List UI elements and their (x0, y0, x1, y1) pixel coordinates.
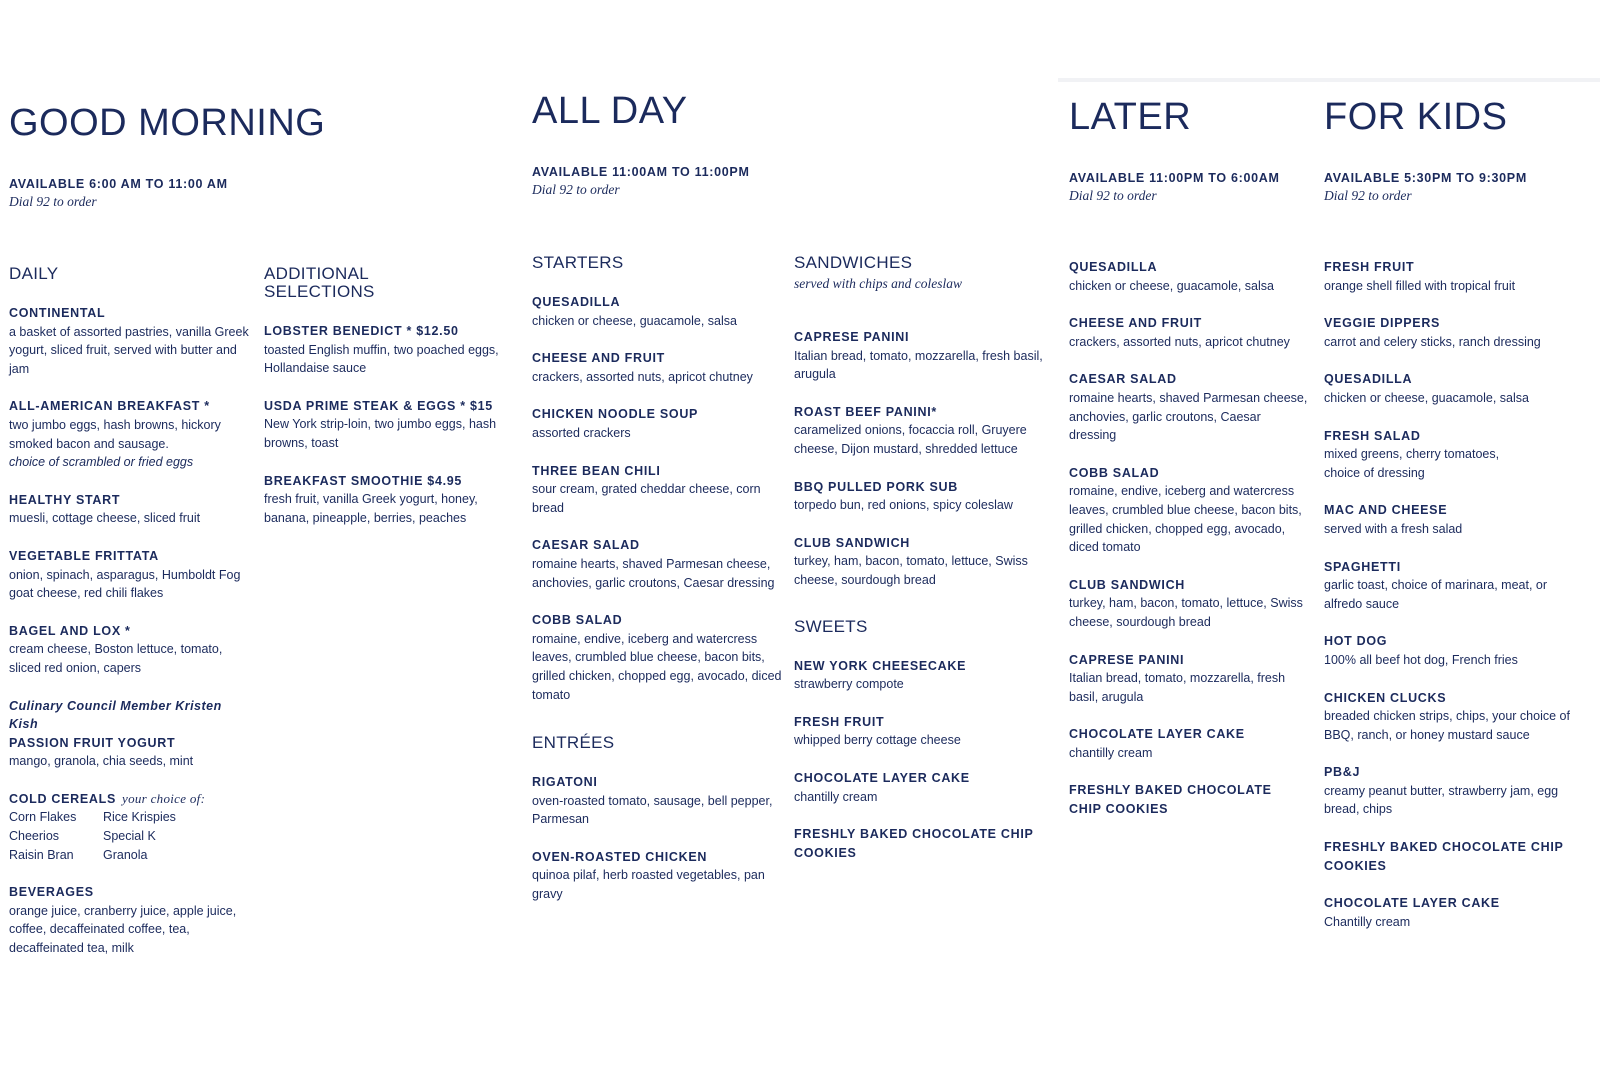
menu-item-desc: New York strip-loin, two jumbo eggs, hash browns, toast (264, 417, 497, 450)
menu-item-desc: turkey, ham, bacon, tomato, lettuce, Swiss cheese, sourdough bread (794, 554, 1028, 587)
menu-item (1324, 258, 1570, 295)
menu-item-desc: mango, granola, chia seeds, mint (9, 754, 194, 769)
all-day-availability: AVAILABLE 11:00AM TO 11:00PM (532, 165, 750, 179)
menu-item-desc: strawberry compote (794, 677, 904, 692)
menu-item (1324, 501, 1570, 538)
menu-item (532, 611, 782, 704)
additional-selections-title: ADDITIONAL SELECTIONS (264, 264, 375, 301)
menu-item-name: LOBSTER BENEDICT * $12.50 (264, 324, 459, 338)
menu-item (1069, 314, 1309, 351)
menu-item-desc: romaine, endive, iceberg and watercress leaves, crumbled blue cheese, bacon bits, grilled chicken, chopped egg, avocado, diced tomato (1069, 484, 1302, 555)
menu-item (1069, 651, 1309, 707)
menu-item-name: ALL-AMERICAN BREAKFAST * (9, 399, 210, 414)
menu-item (1324, 632, 1570, 669)
sandwiches-items (794, 328, 1046, 590)
menu-item-name: CAESAR SALAD (532, 538, 640, 553)
menu-item-note: choice of scrambled or fried eggs (9, 455, 194, 470)
cereal-option: Special K (103, 829, 156, 844)
cereal-option: Corn Flakes (9, 810, 77, 825)
menu-item-desc: romaine, endive, iceberg and watercress leaves, crumbled blue cheese, bacon bits, grilled chicken, chopped egg, avocado, diced tomato (532, 631, 782, 702)
menu-item-desc: toasted English muffin, two poached eggs, Hollandaise sauce (264, 342, 499, 376)
menu-item-desc: chantilly cream (1069, 745, 1153, 760)
menu-item (1069, 464, 1309, 557)
later-header (1069, 98, 1309, 205)
menu-item (794, 478, 1046, 515)
menu-item-desc: creamy peanut butter, strawberry jam, egg bread, chips (1324, 783, 1559, 817)
menu-item-desc: chicken or cheese, guacamole, salsa (1069, 278, 1274, 293)
menu-item (532, 405, 782, 442)
for-kids-title: FOR KIDS (1324, 96, 1508, 138)
menu-item (794, 657, 1046, 694)
menu-item-desc: turkey, ham, bacon, tomato, lettuce, Swiss cheese, sourdough bread (1069, 596, 1303, 629)
cereal-options (9, 808, 254, 864)
menu-item-name: CAPRESE PANINI (1069, 652, 1185, 667)
starters-title: STARTERS (532, 253, 624, 272)
all-day-title: ALL DAY (532, 90, 688, 132)
menu-item (794, 534, 1046, 590)
menu-item-name: FRESH FRUIT (794, 714, 885, 729)
menu-item-name: BAGEL AND LOX * (9, 623, 131, 638)
cereal-option: Cheerios (9, 829, 60, 844)
menu-item-name: HOT DOG (1324, 634, 1388, 649)
menu-item (9, 397, 254, 471)
cereal-option: Raisin Bran (9, 847, 74, 862)
menu-item-name: FRESHLY BAKED CHOCOLATE CHIP COOKIES (1069, 783, 1272, 817)
for-kids-header (1324, 98, 1584, 205)
menu-item (264, 472, 514, 528)
menu-item-desc: fresh fruit, vanilla Greek yogurt, honey, banana, pineapple, berries, peaches (264, 492, 478, 525)
menu-item-name (9, 790, 254, 809)
menu-item-name: USDA PRIME STEAK & EGGS * $15 (264, 398, 493, 413)
menu-item (9, 304, 254, 378)
menu-item (794, 328, 1046, 384)
menu-item (264, 397, 514, 453)
menu-item (1069, 781, 1309, 818)
menu-item (794, 769, 1046, 806)
menu-item-desc: carrot and celery sticks, ranch dressing (1324, 334, 1541, 349)
menu-item (1324, 838, 1570, 875)
menu-item-name: FRESH SALAD (1324, 428, 1421, 443)
menu-item-name: CLUB SANDWICH (794, 535, 911, 550)
menu-item-name: BREAKFAST SMOOTHIE $4.95 (264, 473, 463, 488)
entrees-items (532, 773, 782, 904)
starters-items (532, 293, 782, 704)
good-morning-availability: AVAILABLE 6:00 AM TO 11:00 AM (9, 177, 228, 191)
menu-item-desc: romaine hearts, shaved Parmesan cheese, anchovies, garlic croutons, Caesar dressing (1069, 390, 1308, 443)
menu-item-name: ROAST BEEF PANINI* (794, 404, 937, 419)
menu-item (9, 547, 254, 603)
additional-selections-section (264, 265, 514, 527)
menu-item-desc: Italian bread, tomato, mozzarella, fresh basil, arugula (1069, 671, 1286, 704)
menu-item-name: COBB SALAD (532, 613, 623, 628)
menu-item-name: RIGATONI (532, 775, 598, 790)
good-morning-header (9, 104, 329, 211)
menu-item-name: CAESAR SALAD (1069, 372, 1177, 387)
sandwiches-section (794, 254, 1046, 862)
menu-item-name: COBB SALAD (1069, 465, 1160, 480)
menu-item (794, 713, 1046, 750)
sweets-title: SWEETS (794, 616, 868, 636)
menu-item-desc: chicken or cheese, guacamole, salsa (1324, 390, 1529, 405)
menu-item-desc: mixed greens, cherry tomatoes, choice of dressing (1324, 447, 1500, 480)
menu-item (1069, 725, 1309, 762)
menu-item-name: CHOCOLATE LAYER CAKE (1324, 896, 1500, 911)
menu-item-desc: romaine hearts, shaved Parmesan cheese, anchovies, garlic croutons, Caesar dressing (532, 556, 775, 590)
menu-item-desc: caramelized onions, focaccia roll, Gruyere cheese, Dijon mustard, shredded lettuce (794, 423, 1027, 456)
menu-item (1069, 370, 1309, 444)
menu-item-name: FRESHLY BAKED CHOCOLATE CHIP COOKIES (794, 827, 1034, 860)
for-kids-availability: AVAILABLE 5:30PM TO 9:30PM (1324, 171, 1527, 185)
menu-item-desc: Italian bread, tomato, mozzarella, fresh basil, arugula (794, 348, 1043, 382)
menu-item-name: NEW YORK CHEESECAKE (794, 658, 967, 673)
menu-item-name: FRESH FRUIT (1324, 260, 1415, 274)
menu-item-desc: cream cheese, Boston lettuce, tomato, sliced red onion, capers (9, 642, 223, 675)
menu-item (9, 697, 254, 771)
menu-item-name: QUESADILLA (1069, 260, 1158, 274)
menu-item-name: VEGETABLE FRITTATA (9, 548, 159, 563)
menu-item (1324, 689, 1570, 745)
menu-item (532, 349, 782, 386)
menu-item-desc: two jumbo eggs, hash browns, hickory smoked bacon and sausage. (9, 417, 221, 451)
menu-item-name: CONTINENTAL (9, 306, 106, 320)
menu-item-name: CHICKEN CLUCKS (1324, 690, 1447, 705)
top-right-divider (1058, 78, 1600, 82)
menu-item-desc: orange shell filled with tropical fruit (1324, 278, 1516, 293)
menu-item (532, 293, 782, 330)
menu-item-desc: muesli, cottage cheese, sliced fruit (9, 511, 201, 526)
menu-item-desc: quinoa pilaf, herb roasted vegetables, pan gravy (532, 868, 765, 902)
menu-item (1324, 370, 1570, 407)
sandwiches-subtitle: served with chips and coleslaw (794, 276, 962, 291)
menu-item (1069, 576, 1309, 632)
menu-item-name: BEVERAGES (9, 885, 94, 900)
good-morning-title: GOOD MORNING (9, 102, 326, 144)
menu-item-name: HEALTHY START (9, 492, 121, 507)
later-dial: Dial 92 to order (1069, 188, 1157, 203)
menu-item-name: CHOCOLATE LAYER CAKE (794, 770, 970, 785)
for-kids-dial: Dial 92 to order (1324, 188, 1412, 203)
menu-item-name: VEGGIE DIPPERS (1324, 316, 1441, 331)
daily-items (9, 304, 254, 958)
menu-item-desc: a basket of assorted pastries, vanilla Greek yogurt, sliced fruit, served with butter and jam (9, 324, 249, 376)
menu-item (532, 536, 782, 592)
menu-item (1324, 427, 1570, 483)
cereals-name: COLD CEREALS (9, 791, 117, 806)
menu-item-desc: chicken or cheese, guacamole, salsa (532, 313, 737, 328)
starters-section (532, 254, 782, 904)
sandwiches-title: SANDWICHES (794, 253, 913, 272)
menu-item-name: CHOCOLATE LAYER CAKE (1069, 727, 1245, 742)
menu-item-desc: crackers, assorted nuts, apricot chutney (1069, 334, 1290, 349)
menu-item-desc: chantilly cream (794, 789, 878, 804)
menu-item-desc: whipped berry cottage cheese (794, 733, 961, 748)
cereal-option: Granola (103, 847, 148, 862)
menu-item-name: BBQ PULLED PORK SUB (794, 479, 959, 494)
menu-item-desc: assorted crackers (532, 425, 631, 440)
menu-item-name: CLUB SANDWICH (1069, 577, 1186, 592)
cereal-option: Rice Krispies (103, 810, 176, 825)
menu-item (264, 322, 514, 378)
menu-item-desc: breaded chicken strips, chips, your choice of BBQ, ranch, or honey mustard sauce (1324, 709, 1570, 742)
menu-item-desc: crackers, assorted nuts, apricot chutney (532, 369, 753, 384)
all-day-header (532, 92, 852, 199)
menu-item (1324, 558, 1570, 614)
menu-item-name: QUESADILLA (532, 295, 621, 309)
menu-item-name: THREE BEAN CHILI (532, 463, 661, 478)
menu-item (1324, 894, 1570, 931)
menu-item-name: SPAGHETTI (1324, 559, 1401, 574)
menu-item (1324, 314, 1570, 351)
menu-item-desc: garlic toast, choice of marinara, meat, or alfredo sauce (1324, 578, 1548, 611)
cereals-choice: your choice of: (122, 790, 206, 806)
menu-item-desc: oven-roasted tomato, sausage, bell pepper, Parmesan (532, 793, 773, 827)
daily-section (9, 265, 254, 958)
menu-item (794, 403, 1046, 459)
menu-item-name: FRESHLY BAKED CHOCOLATE CHIP COOKIES (1324, 840, 1564, 873)
menu-item (9, 622, 254, 678)
menu-item-name: MAC AND CHEESE (1324, 503, 1448, 518)
menu-item (532, 848, 782, 904)
menu-item (1324, 763, 1570, 819)
menu-item-name: CHEESE AND FRUIT (532, 351, 665, 366)
cold-cereals-item (9, 790, 254, 864)
menu-item-desc: served with a fresh salad (1324, 521, 1463, 536)
menu-item-name: CHEESE AND FRUIT (1069, 316, 1202, 331)
menu-item-name: PB&J (1324, 765, 1361, 780)
menu-item (9, 883, 254, 957)
daily-title: DAILY (9, 264, 59, 283)
menu-item-desc: torpedo bun, red onions, spicy coleslaw (794, 498, 1013, 513)
menu-item-name: PASSION FRUIT YOGURT (9, 735, 176, 750)
good-morning-dial: Dial 92 to order (9, 194, 97, 209)
menu-item-desc: sour cream, grated cheddar cheese, corn bread (532, 482, 761, 515)
later-title: LATER (1069, 96, 1192, 138)
menu-item-desc: Chantilly cream (1324, 914, 1411, 929)
sweets-items (794, 657, 1046, 863)
menu-item-name: CAPRESE PANINI (794, 330, 910, 344)
culinary-council-credit: Culinary Council Member Kristen Kish (9, 698, 222, 732)
additional-items (264, 322, 514, 527)
menu-item (794, 825, 1046, 862)
all-day-dial: Dial 92 to order (532, 182, 620, 197)
menu-item (532, 773, 782, 829)
menu-item-desc: onion, spinach, asparagus, Humboldt Fog goat cheese, red chili flakes (9, 567, 241, 601)
menu-item (532, 462, 782, 518)
menu-item-name: CHICKEN NOODLE SOUP (532, 407, 699, 422)
entrees-title: ENTRÉES (532, 733, 615, 753)
menu-item (9, 491, 254, 528)
menu-item-desc: 100% all beef hot dog, French fries (1324, 652, 1518, 667)
menu-item-name: OVEN-ROASTED CHICKEN (532, 849, 708, 864)
for-kids-section (1324, 258, 1570, 931)
menu-item-name: QUESADILLA (1324, 372, 1413, 387)
later-availability: AVAILABLE 11:00PM TO 6:00AM (1069, 171, 1280, 185)
menu-item (1069, 258, 1309, 295)
menu-item-desc: orange juice, cranberry juice, apple juice, coffee, decaffeinated coffee, tea, decaffeinated tea, milk (9, 903, 237, 956)
later-section (1069, 258, 1309, 819)
